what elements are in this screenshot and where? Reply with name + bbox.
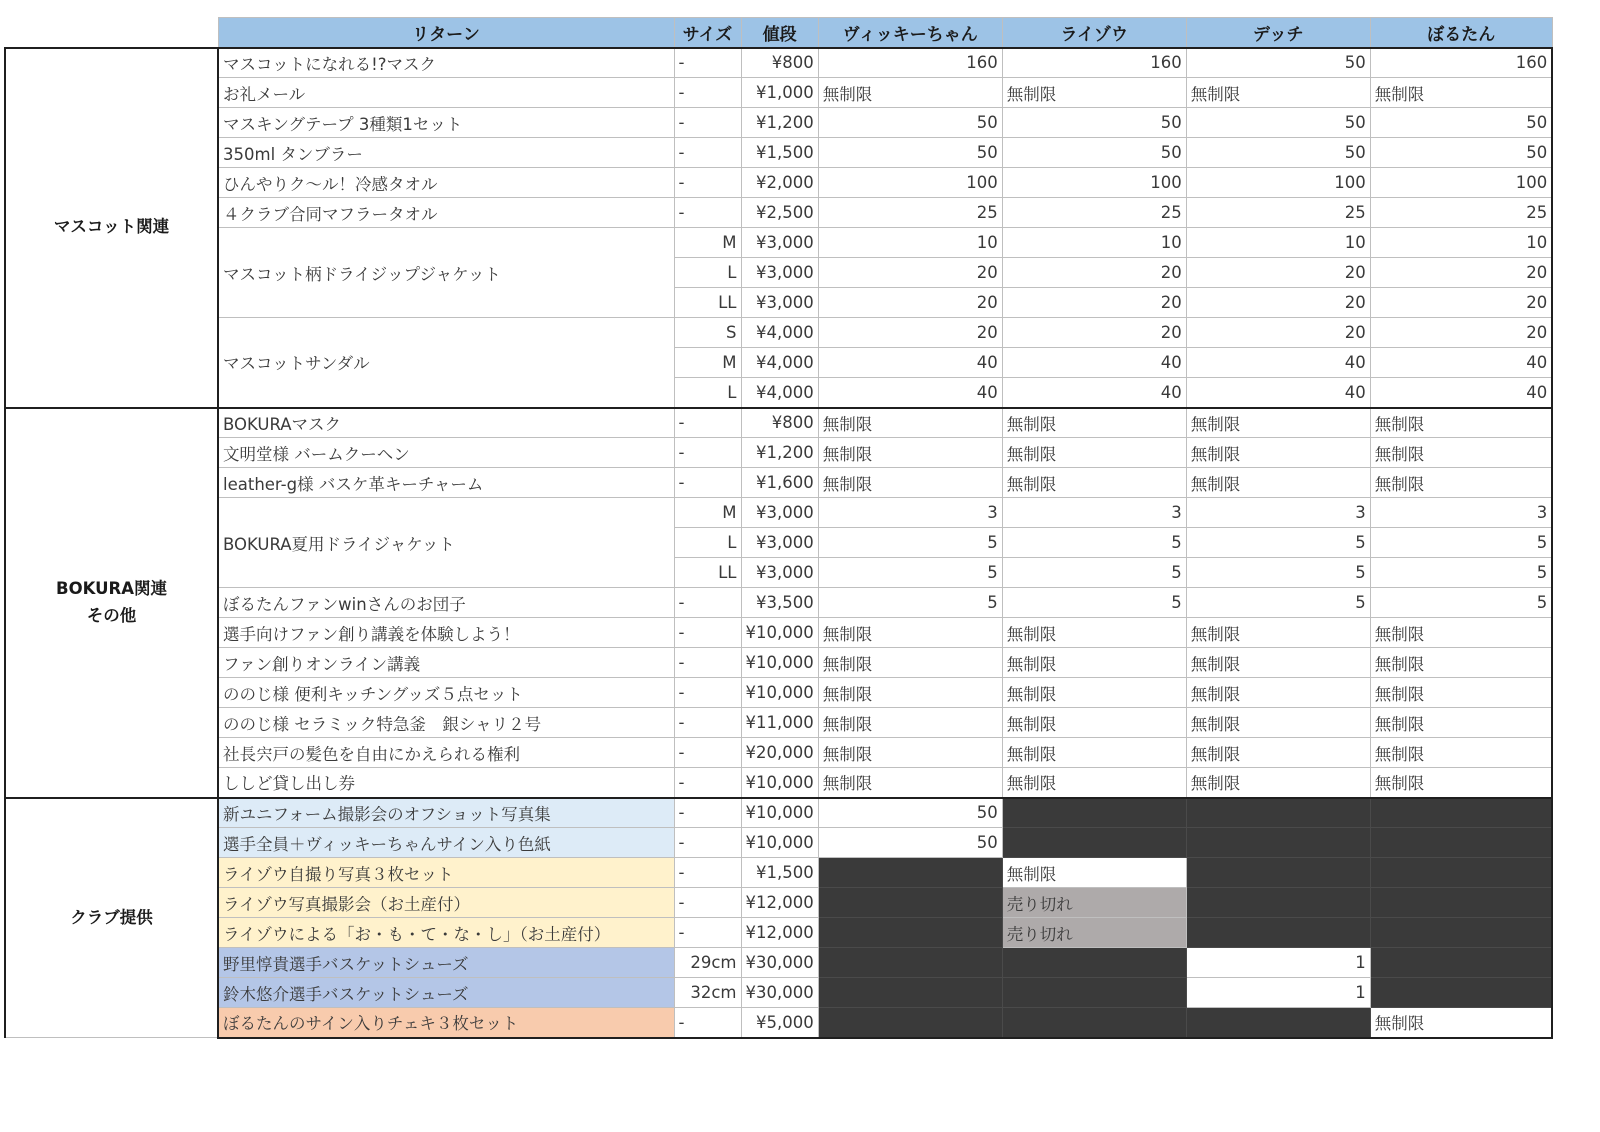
quantity-cell: 50 [818, 138, 1002, 168]
quantity-cell: 無制限 [1186, 408, 1370, 438]
quantity-cell: 無制限 [1370, 738, 1552, 768]
item-price: ¥10,000 [741, 828, 818, 858]
item-price: ¥3,000 [741, 228, 818, 258]
item-price: ¥4,000 [741, 378, 818, 408]
item-price: ¥3,000 [741, 498, 818, 528]
quantity-cell: 無制限 [1002, 468, 1186, 498]
item-name: 350ml タンブラー [218, 138, 674, 168]
unavailable-cell [818, 858, 1002, 888]
quantity-cell: 100 [1370, 168, 1552, 198]
item-size: - [674, 138, 741, 168]
table-row [5, 498, 1552, 528]
quantity-cell: 無制限 [1186, 618, 1370, 648]
item-price: ¥3,000 [741, 528, 818, 558]
unavailable-cell [1186, 798, 1370, 828]
item-price: ¥1,200 [741, 438, 818, 468]
item-size: - [674, 438, 741, 468]
item-size: L [674, 258, 741, 288]
quantity-cell: 売り切れ [1002, 888, 1186, 918]
item-name: ししど貸し出し券 [218, 768, 674, 798]
table-row [5, 648, 1552, 678]
quantity-cell: 20 [1186, 318, 1370, 348]
quantity-cell: 無制限 [1002, 738, 1186, 768]
quantity-cell: 160 [1370, 48, 1552, 78]
table-row [5, 978, 1552, 1008]
item-size: - [674, 198, 741, 228]
item-price: ¥1,200 [741, 108, 818, 138]
quantity-cell: 無制限 [818, 768, 1002, 798]
quantity-cell: 10 [1002, 228, 1186, 258]
table-row [5, 828, 1552, 858]
item-size: M [674, 498, 741, 528]
quantity-cell: 無制限 [1186, 438, 1370, 468]
unavailable-cell [1002, 828, 1186, 858]
quantity-cell: 無制限 [818, 408, 1002, 438]
item-name: BOKURAマスク [218, 408, 674, 438]
item-name: ファン創りオンライン講義 [218, 648, 674, 678]
quantity-cell: 売り切れ [1002, 918, 1186, 948]
quantity-cell: 5 [1186, 588, 1370, 618]
category-label: BOKURA関連 [56, 579, 167, 599]
table-row [5, 138, 1552, 168]
quantity-cell: 3 [818, 498, 1002, 528]
quantity-cell: 50 [818, 798, 1002, 828]
header-col-raizo: ライゾウ [1002, 18, 1186, 48]
item-price: ¥10,000 [741, 618, 818, 648]
item-price: ¥1,500 [741, 138, 818, 168]
quantity-cell: 5 [1186, 558, 1370, 588]
table-row [5, 468, 1552, 498]
table-row [5, 768, 1552, 798]
item-size: LL [674, 558, 741, 588]
quantity-cell: 100 [1002, 168, 1186, 198]
item-size: L [674, 528, 741, 558]
item-price: ¥10,000 [741, 798, 818, 828]
item-name: leather-g様 バスケ革キーチャーム [218, 468, 674, 498]
item-size: LL [674, 288, 741, 318]
unavailable-cell [818, 918, 1002, 948]
item-price: ¥4,000 [741, 318, 818, 348]
item-name: ののじ様 セラミック特急釜 銀シャリ２号 [218, 708, 674, 738]
item-name: ライゾウ写真撮影会（お土産付） [218, 888, 674, 918]
quantity-cell: 100 [818, 168, 1002, 198]
item-size: - [674, 678, 741, 708]
unavailable-cell [1186, 1008, 1370, 1038]
item-price: ¥3,500 [741, 588, 818, 618]
item-name: 選手全員＋ヴィッキーちゃんサイン入り色紙 [218, 828, 674, 858]
quantity-cell: 5 [1370, 588, 1552, 618]
unavailable-cell [1370, 918, 1552, 948]
quantity-cell: 5 [1002, 528, 1186, 558]
unavailable-cell [818, 1008, 1002, 1038]
header-col-vicky: ヴィッキーちゃん [818, 18, 1002, 48]
quantity-cell: 5 [818, 528, 1002, 558]
table-row [5, 798, 1552, 828]
quantity-cell: 50 [1186, 48, 1370, 78]
unavailable-cell [1370, 978, 1552, 1008]
table-body [5, 48, 1552, 1038]
quantity-cell: 40 [1370, 348, 1552, 378]
item-size: L [674, 378, 741, 408]
item-name: BOKURA夏用ドライジャケット [218, 498, 674, 588]
unavailable-cell [818, 888, 1002, 918]
item-price: ¥5,000 [741, 1008, 818, 1038]
unavailable-cell [1002, 1008, 1186, 1038]
quantity-cell: 20 [1002, 318, 1186, 348]
item-size: - [674, 828, 741, 858]
quantity-cell: 20 [1002, 258, 1186, 288]
quantity-cell: 160 [818, 48, 1002, 78]
quantity-cell: 50 [1370, 108, 1552, 138]
quantity-cell: 50 [1002, 138, 1186, 168]
item-name: ４クラブ合同マフラータオル [218, 198, 674, 228]
quantity-cell: 50 [818, 828, 1002, 858]
item-size: 32cm [674, 978, 741, 1008]
quantity-cell: 5 [1002, 588, 1186, 618]
quantity-cell: 20 [818, 288, 1002, 318]
item-price: ¥3,000 [741, 288, 818, 318]
item-price: ¥12,000 [741, 888, 818, 918]
table-row [5, 318, 1552, 348]
item-size: S [674, 318, 741, 348]
table-row [5, 588, 1552, 618]
item-price: ¥30,000 [741, 948, 818, 978]
quantity-cell: 無制限 [1370, 768, 1552, 798]
unavailable-cell [1370, 798, 1552, 828]
item-size: - [674, 1008, 741, 1038]
item-name: 選手向けファン創り講義を体験しよう！ [218, 618, 674, 648]
quantity-cell: 25 [1186, 198, 1370, 228]
unavailable-cell [818, 948, 1002, 978]
quantity-cell: 1 [1186, 978, 1370, 1008]
quantity-cell: 無制限 [818, 708, 1002, 738]
item-size: - [674, 888, 741, 918]
item-size: - [674, 168, 741, 198]
quantity-cell: 無制限 [1186, 738, 1370, 768]
quantity-cell: 無制限 [1370, 408, 1552, 438]
quantity-cell: 40 [818, 378, 1002, 408]
quantity-cell: 10 [1370, 228, 1552, 258]
table-row [5, 78, 1552, 108]
item-size: - [674, 78, 741, 108]
quantity-cell: 無制限 [1186, 648, 1370, 678]
item-price: ¥2,500 [741, 198, 818, 228]
item-size: - [674, 408, 741, 438]
table-row [5, 108, 1552, 138]
item-price: ¥2,000 [741, 168, 818, 198]
unavailable-cell [1370, 858, 1552, 888]
quantity-cell: 無制限 [1370, 648, 1552, 678]
item-size: - [674, 708, 741, 738]
item-name: 文明堂様 バームクーヘン [218, 438, 674, 468]
header-col-borutan: ぼるたん [1370, 18, 1552, 48]
quantity-cell: 50 [818, 108, 1002, 138]
quantity-cell: 無制限 [1002, 858, 1186, 888]
item-name: マスコットサンダル [218, 318, 674, 408]
table-row [5, 168, 1552, 198]
item-price: ¥11,000 [741, 708, 818, 738]
quantity-cell: 無制限 [1370, 708, 1552, 738]
header-size: サイズ [674, 18, 741, 48]
quantity-cell: 無制限 [1002, 648, 1186, 678]
item-size: - [674, 918, 741, 948]
item-price: ¥30,000 [741, 978, 818, 1008]
category-label: クラブ提供 [70, 907, 153, 927]
item-size: - [674, 468, 741, 498]
quantity-cell: 20 [818, 258, 1002, 288]
quantity-cell: 20 [1002, 288, 1186, 318]
quantity-cell: 160 [1002, 48, 1186, 78]
quantity-cell: 無制限 [1370, 678, 1552, 708]
quantity-cell: 無制限 [1370, 1008, 1552, 1038]
table-row [5, 228, 1552, 258]
quantity-cell: 40 [1186, 348, 1370, 378]
item-price: ¥20,000 [741, 738, 818, 768]
unavailable-cell [818, 978, 1002, 1008]
quantity-cell: 無制限 [1002, 408, 1186, 438]
quantity-cell: 5 [818, 558, 1002, 588]
quantity-cell: 3 [1370, 498, 1552, 528]
quantity-cell: 無制限 [818, 618, 1002, 648]
quantity-cell: 3 [1002, 498, 1186, 528]
item-name: ぼるたんファンwinさんのお団子 [218, 588, 674, 618]
item-name: ののじ様 便利キッチングッズ５点セット [218, 678, 674, 708]
quantity-cell: 25 [1002, 198, 1186, 228]
item-price: ¥10,000 [741, 678, 818, 708]
quantity-cell: 無制限 [1186, 78, 1370, 108]
category-cell [5, 408, 218, 798]
item-size: - [674, 108, 741, 138]
item-name: 鈴木悠介選手バスケットシューズ [218, 978, 674, 1008]
item-size: - [674, 588, 741, 618]
item-size: M [674, 348, 741, 378]
item-price: ¥4,000 [741, 348, 818, 378]
item-size: - [674, 738, 741, 768]
quantity-cell: 無制限 [1370, 468, 1552, 498]
quantity-cell: 20 [1186, 258, 1370, 288]
item-price: ¥10,000 [741, 768, 818, 798]
item-price: ¥3,000 [741, 558, 818, 588]
quantity-cell: 無制限 [818, 738, 1002, 768]
item-name: マスコット柄ドライジップジャケット [218, 228, 674, 318]
item-price: ¥800 [741, 48, 818, 78]
quantity-cell: 無制限 [1186, 708, 1370, 738]
quantity-cell: 3 [1186, 498, 1370, 528]
quantity-cell: 無制限 [818, 468, 1002, 498]
quantity-cell: 無制限 [1002, 438, 1186, 468]
quantity-cell: 40 [1002, 348, 1186, 378]
quantity-cell: 無制限 [818, 438, 1002, 468]
unavailable-cell [1186, 888, 1370, 918]
item-name: 社長宍戸の髪色を自由にかえられる権利 [218, 738, 674, 768]
item-name: ライゾウ自撮り写真３枚セット [218, 858, 674, 888]
unavailable-cell [1186, 828, 1370, 858]
quantity-cell: 無制限 [1370, 618, 1552, 648]
quantity-cell: 100 [1186, 168, 1370, 198]
item-size: - [674, 798, 741, 828]
quantity-cell: 40 [818, 348, 1002, 378]
header-row [5, 18, 1552, 48]
quantity-cell: 5 [1370, 558, 1552, 588]
quantity-cell: 5 [1370, 528, 1552, 558]
unavailable-cell [1370, 948, 1552, 978]
item-size: - [674, 858, 741, 888]
quantity-cell: 5 [1186, 528, 1370, 558]
quantity-cell: 無制限 [1186, 468, 1370, 498]
quantity-cell: 無制限 [818, 78, 1002, 108]
quantity-cell: 40 [1186, 378, 1370, 408]
item-price: ¥800 [741, 408, 818, 438]
rewards-table [4, 17, 1553, 1039]
category-cell [5, 48, 218, 408]
item-name: お礼メール [218, 78, 674, 108]
item-size: - [674, 648, 741, 678]
category-label: その他 [86, 605, 137, 625]
quantity-cell: 20 [1370, 288, 1552, 318]
quantity-cell: 50 [1186, 138, 1370, 168]
unavailable-cell [1002, 798, 1186, 828]
quantity-cell: 40 [1002, 378, 1186, 408]
item-price: ¥1,000 [741, 78, 818, 108]
quantity-cell: 無制限 [1186, 768, 1370, 798]
table-row [5, 408, 1552, 438]
item-price: ¥1,600 [741, 468, 818, 498]
quantity-cell: 50 [1186, 108, 1370, 138]
quantity-cell: 10 [818, 228, 1002, 258]
quantity-cell: 無制限 [1002, 678, 1186, 708]
unavailable-cell [1002, 978, 1186, 1008]
item-name: ぼるたんのサイン入りチェキ３枚セット [218, 1008, 674, 1038]
table-row [5, 888, 1552, 918]
item-name: ひんやりク～ル！冷感タオル [218, 168, 674, 198]
quantity-cell: 10 [1186, 228, 1370, 258]
quantity-cell: 無制限 [1002, 768, 1186, 798]
quantity-cell: 無制限 [818, 678, 1002, 708]
item-price: ¥12,000 [741, 918, 818, 948]
unavailable-cell [1370, 888, 1552, 918]
unavailable-cell [1370, 828, 1552, 858]
item-price: ¥3,000 [741, 258, 818, 288]
quantity-cell: 25 [818, 198, 1002, 228]
item-size: - [674, 48, 741, 78]
header-price: 値段 [741, 18, 818, 48]
quantity-cell: 40 [1370, 378, 1552, 408]
quantity-cell: 無制限 [1002, 618, 1186, 648]
quantity-cell: 5 [1002, 558, 1186, 588]
table-row [5, 708, 1552, 738]
quantity-cell: 50 [1002, 108, 1186, 138]
item-name: 新ユニフォーム撮影会のオフショット写真集 [218, 798, 674, 828]
item-size: 29cm [674, 948, 741, 978]
quantity-cell: 無制限 [1002, 708, 1186, 738]
category-cell [5, 798, 218, 1038]
header-col-decchi: デッチ [1186, 18, 1370, 48]
quantity-cell: 20 [1370, 258, 1552, 288]
quantity-cell: 25 [1370, 198, 1552, 228]
item-name: マスコットになれる!?マスク [218, 48, 674, 78]
table-row [5, 948, 1552, 978]
quantity-cell: 20 [1186, 288, 1370, 318]
item-price: ¥1,500 [741, 858, 818, 888]
quantity-cell: 1 [1186, 948, 1370, 978]
table-row [5, 198, 1552, 228]
quantity-cell: 50 [1370, 138, 1552, 168]
table-row [5, 738, 1552, 768]
item-price: ¥10,000 [741, 648, 818, 678]
quantity-cell: 無制限 [818, 648, 1002, 678]
unavailable-cell [1186, 918, 1370, 948]
quantity-cell: 無制限 [1370, 438, 1552, 468]
item-name: マスキングテープ 3種類1セット [218, 108, 674, 138]
quantity-cell: 20 [818, 318, 1002, 348]
item-name: ライゾウによる「お・も・て・な・し」（お土産付） [218, 918, 674, 948]
item-size: M [674, 228, 741, 258]
table-row [5, 858, 1552, 888]
quantity-cell: 無制限 [1002, 78, 1186, 108]
header-blank [5, 18, 218, 48]
quantity-cell: 無制限 [1370, 78, 1552, 108]
item-size: - [674, 618, 741, 648]
table-row [5, 438, 1552, 468]
quantity-cell: 20 [1370, 318, 1552, 348]
unavailable-cell [1002, 948, 1186, 978]
table-row [5, 918, 1552, 948]
table-row [5, 48, 1552, 78]
table-row [5, 678, 1552, 708]
header-item: リターン [218, 18, 674, 48]
table-row [5, 618, 1552, 648]
unavailable-cell [1186, 858, 1370, 888]
quantity-cell: 5 [818, 588, 1002, 618]
table-row [5, 1008, 1552, 1038]
item-name: 野里惇貴選手バスケットシューズ [218, 948, 674, 978]
item-size: - [674, 768, 741, 798]
quantity-cell: 無制限 [1186, 678, 1370, 708]
category-label: マスコット関連 [53, 217, 170, 237]
